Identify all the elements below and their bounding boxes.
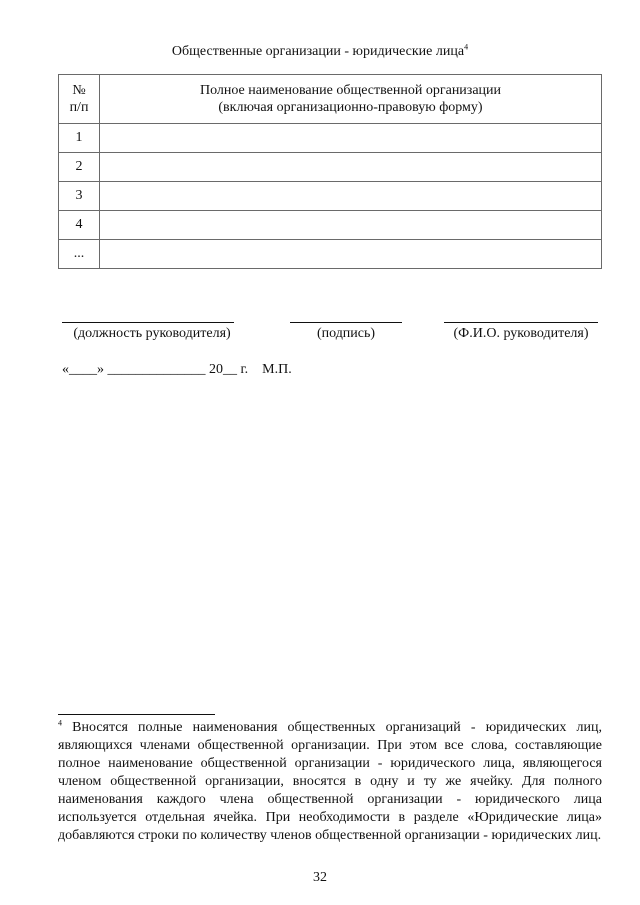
position-label: (должность руководителя) — [73, 326, 231, 341]
table-row — [59, 153, 602, 182]
footnote — [58, 719, 602, 845]
page-number: 32 — [313, 870, 327, 885]
row-number: 3 — [59, 182, 100, 211]
row-number: 2 — [59, 153, 100, 182]
table-row — [59, 124, 602, 153]
sign-label: (подпись) — [316, 326, 376, 341]
table-row — [59, 182, 602, 211]
position-signature-line — [62, 322, 234, 323]
row-number: 4 — [59, 211, 100, 240]
row-number: ... — [59, 240, 100, 269]
org-name-cell[interactable] — [100, 153, 602, 182]
date-and-stamp-line: «____» ______________ 20__ г. М.П. — [62, 362, 292, 377]
org-name-cell[interactable] — [100, 124, 602, 153]
footnote-separator — [58, 714, 215, 715]
page-title — [0, 44, 640, 60]
organizations-table — [58, 74, 602, 269]
org-name-cell[interactable] — [100, 211, 602, 240]
column-header-number: № п/п — [59, 75, 100, 124]
name-label: (Ф.И.О. руководителя) — [453, 326, 589, 341]
org-name-cell[interactable] — [100, 182, 602, 211]
name-signature-line — [444, 322, 598, 323]
org-name-cell[interactable] — [100, 240, 602, 269]
sign-signature-line — [290, 322, 402, 323]
page-title-text: Общественные организации - юридические лица — [171, 44, 465, 59]
footnote-ref-mark: 4 — [464, 42, 469, 52]
table-header-row — [59, 75, 602, 124]
footnote-mark: 4 — [58, 718, 62, 728]
table-row — [59, 240, 602, 269]
column-header-name: Полное наименование общественной организации (включая организационно-правовую форму) — [100, 75, 602, 124]
row-number: 1 — [59, 124, 100, 153]
table-row — [59, 211, 602, 240]
footnote-text: Вносятся полные наименования общественных организаций - юридических лиц, являющихся членами общественной организации. При этом все слова, составляющие полное наименование общественной организации - юридического лица, являющегося членом общественной организации, вносятся в одну и ту же ячейку. Для полного наименования каждого члена общественной организации - юридического лица используется отдельная ячейка. При необходимости в разделе «Юридические лица» добавляются строки по количеству членов общественной организации - юридических лиц. — [58, 720, 602, 843]
